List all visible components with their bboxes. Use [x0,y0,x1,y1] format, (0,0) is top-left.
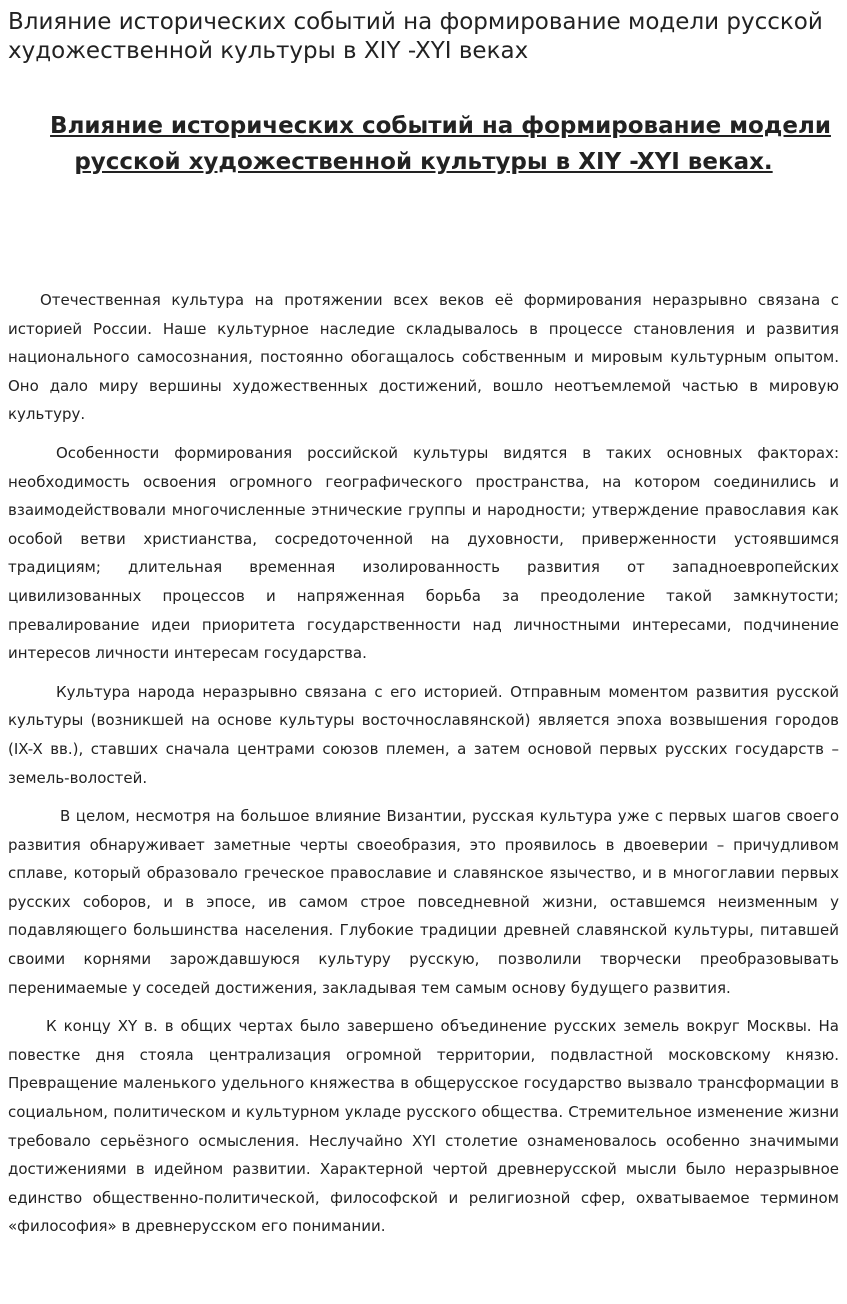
paragraph: Особенности формирования российской культуры видятся в таких основных факторах: необходимость освоения огромного географического пространства, на котором соединились и взаимодействовали многочисленные этнические группы и народности; утверждение православия как особой ветви христианства, сосредоточенной на духовности, приверженности устоявшимся традициям; длительная временная изолированность развития от западноевропейских цивилизованных процессов и напряженная борьба за преодоление такой замкнутости; превалирование идеи приоритета государственности над личностными интересами, подчинение интересов личности интересам государства. [8,443,839,663]
paragraph: К концу XY в. в общих чертах было завершено объединение русских земель вокруг Москвы. На повестке дня стояла централизация огромной территории, подвластной московскому князю. Превращение маленького удельного княжества в общерусское государство вызвало трансформации в социальном, политическом и культурном укладе русского общества. Стремительное изменение жизни требовало серьёзного осмысления. Неслучайно XYI столетие ознаменовалось особенно значимыми достижениями в идейном развитии. Характерной чертой древнерусской мысли было неразрывное единство общественно-политической, философской и религиозной сфер, охватываемое термином «философия» в древнерусском его понимании. [8,1017,839,1236]
document-title: Влияние исторических событий на формирование модели русской художественной культуры в XIY -XYI веках [8,9,823,64]
paragraph: Культура народа неразрывно связана с его историей. Отправным моментом развития русской культуры (возникшей на основе культуры восточнославянской) является эпоха возвышения городов (IX-X вв.), ставших сначала центрами союзов племен, а затем основой первых русских государств – земель-волостей. [8,682,839,787]
paragraph: Отечественная культура на протяжении всех веков её формирования неразрывно связана с историей России. Наше культурное наследие складывалось в процессе становления и развития национального самосознания, постоянно обогащалось собственным и мировым культурным опытом. Оно дало миру вершины художественных достижений, вошло неотъемлемой частью в мировую культуру. [8,291,839,424]
article-body [8,286,839,1241]
article-heading: Влияние исторических событий на формирование модели русской художественной культуры в XIY -XYI веках. [50,113,831,175]
paragraph: В целом, несмотря на большое влияние Византии, русская культура уже с первых шагов своего развития обнаруживает заметные черты своеобразия, это проявилось в двоеверии – причудливом сплаве, который образовало греческое православие и славянское язычество, и в многоглавии первых русских соборов, и в эпосе, ив самом строе повседневной жизни, оставшемся неизменным у подавляющего большинства населения. Глубокие традиции древней славянской культуры, питавшей своими корнями зарождавшуюся культуру русскую, позволили творчески преобразовывать перенимаемые у соседей достижения, закладывая тем самым основу будущего развития. [8,807,839,997]
document-page [8,0,839,1251]
